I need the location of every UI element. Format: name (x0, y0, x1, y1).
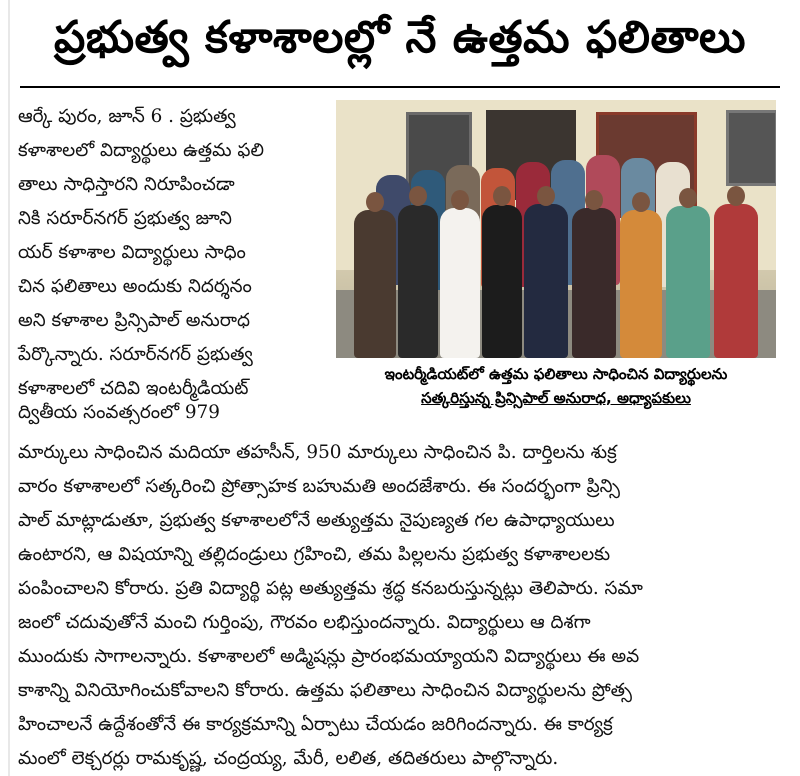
photo-person (620, 210, 662, 358)
photo-caption-line: ఇంటర్మీడియట్‌లో ఉత్తమ ఫలితాలు సాధించిన విద్యార్థులను (384, 365, 728, 383)
photo-head (493, 186, 511, 206)
article-left-column (18, 100, 336, 406)
photo-window (726, 110, 776, 186)
photo-caption-line: సత్కరిస్తున్న ప్రిన్సిపాల్ అనురాధ, అధ్యాపకులు (421, 389, 691, 407)
body-line: కాశాన్ని వినియోగించుకోవాలని కోరారు. ఉత్తమ ఫలితాలు సాధించిన విద్యార్థులను ప్రోత్స (18, 680, 632, 701)
photo-head (632, 192, 650, 212)
body-line: యర్ కళాశాల విద్యార్థులు సాధిం (18, 242, 246, 263)
photo-person (482, 205, 522, 358)
photo-caption (336, 362, 776, 410)
body-line: హించాలనే ఉద్దేశంతోనే ఈ కార్యక్రమాన్ని ఏర్పాటు చేయడం జరిగిందన్నారు. ఈ కార్యక్ర (18, 714, 613, 735)
body-line: చిన ఫలితాలు అందుకు నిదర్శనం (18, 276, 252, 297)
body-line: ఉంటారని, ఆ విషయాన్ని తల్లిదండ్రులు గ్రహించి, తమ పిల్లలను ప్రభుత్వ కళాశాలలకు (18, 544, 611, 565)
photo-head (451, 190, 469, 210)
page-edge (8, 0, 10, 776)
article-full-width-body (18, 436, 780, 776)
body-line: నికి సరూర్‌నగర్ ప్రభుత్వ జూని (18, 208, 232, 229)
photo-person (714, 204, 758, 358)
photo-person (354, 210, 396, 358)
body-line: పంపించాలని కోరారు. ప్రతి విద్యార్థి పట్ల అత్యుత్తమ శ్రద్ధ కనబరుస్తున్నట్లు తెలిపారు. సమా (18, 578, 643, 599)
headline-divider (20, 86, 780, 88)
body-line: కళాశాలలో విద్యార్థులు ఉత్తమ ఫలి (18, 140, 264, 161)
photo-head (727, 186, 745, 206)
body-line: ద్వితీయ సంవత్సరంలో 979 (18, 402, 220, 423)
photo-head (679, 188, 697, 208)
body-line: పేర్కొన్నారు. సరూర్‌నగర్ ప్రభుత్వ (18, 344, 253, 365)
body-line: ఆర్కే పురం, జూన్ 6 . ప్రభుత్వ (18, 106, 236, 127)
photo-person (524, 204, 568, 358)
body-line: వారం కళాశాలలో సత్కరించి ప్రోత్సాహక బహుమతి అందజేశారు. ఈ సందర్భంగా ప్రిన్సి (18, 476, 620, 497)
photo-head (585, 190, 603, 210)
photo-head (366, 192, 384, 212)
body-line: మార్కులు సాధించిన మదియా తహసీన్, 950 మార్కులు సాధించిన పి. దార్తిలను శుక్ర (18, 442, 617, 463)
photo-person (440, 208, 480, 358)
photo-head (409, 186, 427, 206)
photo-head (537, 186, 555, 206)
photo-person (666, 206, 710, 358)
photo-person (398, 205, 438, 358)
group-photo (336, 100, 776, 358)
body-line: మంలో లెక్చరర్లు రామకృష్ణ, చంద్రయ్య, మేరీ, లలిత, తదితరులు పాల్గొన్నారు. (18, 748, 559, 769)
body-line: తాలు సాధిస్తారని నిరూపించడా (18, 174, 235, 195)
body-line: జంలో చదువుతోనే మంచి గుర్తింపు, గౌరవం లభిస్తుందన్నారు. విద్యార్థులు ఆ దిశగా (18, 612, 591, 633)
body-line: ముందుకు సాగాలన్నారు. కళాశాలలో అడ్మిషన్లు ప్రారంభమయ్యాయని విద్యార్థులు ఈ అవ (18, 646, 640, 667)
body-line: అని కళాశాల ప్రిన్సిపాల్ అనురాధ (18, 310, 250, 331)
photo-person (572, 208, 616, 358)
body-line: పాల్ మాట్లాడుతూ, ప్రభుత్వ కళాశాలలోనే అత్యుత్తమ నైపుణ్యత గల ఉపాధ్యాయులు (18, 510, 615, 531)
article-headline: ప్రభుత్వ కళాశాలల్లో నే ఉత్తమ ఫలితాలు (54, 12, 746, 63)
body-line: కళాశాలలో చదివి ఇంటర్మీడియట్ (18, 378, 249, 399)
